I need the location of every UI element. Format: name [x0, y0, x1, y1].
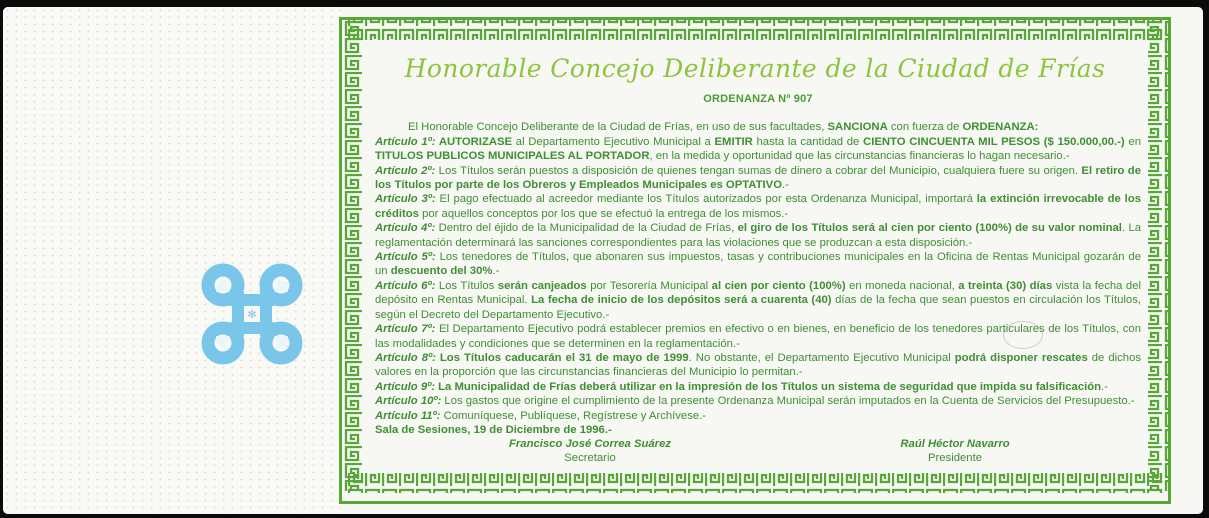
text-bold: a treinta (30) días — [958, 279, 1053, 292]
article-label: Artículo 10º: — [375, 395, 442, 408]
text: Dentro del éjido de la Municipalidad de la Ciudad de Frías, — [435, 222, 738, 235]
text-bold: podrá disponer rescates — [954, 351, 1088, 364]
text-bold: TITULOS PUBLICOS MUNICIPALES AL PORTADOR — [375, 150, 650, 163]
article-5 — [375, 250, 1141, 279]
text-bold: el giro de los Títulos será al cien por ciento (100%) de su valor nominal — [737, 222, 1122, 235]
text: en moneda nacional, — [845, 279, 959, 292]
text: , en la medida y oportunidad que las circunstancias financieras lo hagan necesario.- — [649, 150, 1070, 163]
article-label: Artículo 9º: — [375, 380, 435, 393]
article-4 — [375, 221, 1141, 250]
text: en — [1124, 135, 1141, 148]
signature-secretary — [490, 437, 690, 465]
intro-paragraph — [375, 120, 1141, 134]
text-bold: SANCIONA — [827, 121, 888, 134]
signatory-role: Secretario — [564, 452, 616, 465]
svg-text:✻: ✻ — [247, 308, 257, 321]
text: Los gastos que origine el cumplimiento de la presente Ordenanza Municipal serán imputados en la Cuenta de Servicios del Presupuesto.- — [441, 395, 1135, 408]
text: días de la fecha que sean puestos en circulación los Títulos, según el Decreto del Departamento Ejecutivo.- — [375, 294, 1142, 321]
text: .- — [492, 265, 500, 278]
article-label: Artículo 3º: — [375, 193, 436, 206]
text: El Departamento Ejecutivo podrá establecer premios en efectivo o en bienes, en beneficio de los tenedores particulares de los Títulos, con las modalidades y condiciones que se determinen en la reglamentación.- — [375, 323, 1141, 350]
ordinance-body — [375, 120, 1141, 437]
text-bold: EMITIR — [714, 135, 753, 148]
text-bold: Los Títulos caducarán el 31 de mayo de 1999 — [435, 351, 689, 364]
text: . No obstante, el Departamento Ejecutivo Municipal — [688, 351, 955, 364]
article-label: Artículo 6º: — [375, 279, 436, 292]
ordinance-number: ORDENANZA Nº 907 — [703, 93, 813, 105]
session-closing: Sala de Sesiones, 19 de Diciembre de 1996.- — [375, 423, 612, 436]
text-bold: al cien por ciento (100%) — [711, 279, 846, 292]
text: Comuníquese, Publíquese, Regístrese y Archívese.- — [440, 409, 707, 422]
text: hasta la cantidad de — [752, 135, 864, 148]
text-bold: descuento del 30% — [390, 265, 493, 278]
signature-president — [855, 437, 1055, 465]
article-label: Artículo 1º: — [375, 135, 436, 148]
article-label: Artículo 2º: — [375, 164, 436, 177]
text-bold: ORDENANZA: — [962, 121, 1039, 134]
text: Los tenedores de Títulos, que abonaren sus impuestos, tasas y contribuciones municipales en la Oficina de Rentas Municipal gozarán de un — [375, 251, 1141, 278]
article-label: Artículo 5º: — [375, 251, 436, 264]
article-10 — [375, 394, 1141, 408]
text: con fuerza de — [887, 121, 963, 134]
banknote — [3, 7, 1203, 514]
text: vista la fecha del depósito en Rentas Municipal. — [375, 279, 1141, 307]
article-1 — [375, 135, 1141, 164]
signatory-name: Raúl Héctor Navarro — [900, 438, 1010, 451]
article-label: Artículo 4º: — [375, 222, 436, 235]
text-bold: CIENTO CINCUENTA MIL PESOS ($ 150.000,00.-) — [863, 135, 1125, 148]
signatory-name: Francisco José Correa Suárez — [509, 438, 671, 451]
article-3 — [375, 192, 1141, 221]
text: .- — [1101, 380, 1108, 393]
text: al Departamento Ejecutivo Municipal a — [512, 135, 715, 148]
text-bold: la extinción irrevocable de los créditos — [375, 193, 1141, 220]
text-bold: serán canjeados — [497, 279, 587, 292]
article-2 — [375, 164, 1141, 193]
article-7 — [375, 322, 1141, 351]
article-label: Artículo 7º: — [375, 323, 436, 336]
text: .- — [782, 179, 789, 192]
text-bold: La fecha de inicio de los depósitos será a cuarenta (40) — [531, 294, 832, 307]
council-title: Honorable Concejo Deliberante de la Ciudad de Frías — [404, 54, 1106, 83]
text: . La reglamentación determinará las sanciones correspondientes para las violaciones que se produzcan a esta disposición.- — [375, 222, 1142, 249]
signatures — [375, 437, 1141, 467]
text: por aquellos conceptos por los que se efectuó la entrega de los mismos.- — [418, 207, 789, 220]
article-11 — [375, 409, 1141, 423]
article-8 — [375, 351, 1141, 380]
text: de dichos valores en la proporción que las circunstancias financieras del Municipio lo permitan.- — [375, 351, 1142, 379]
text: El pago efectuado al acreedor mediante los Títulos autorizados por esta Ordenanza Municipal, importará — [435, 193, 977, 206]
ordinance-content — [375, 54, 1141, 467]
text: por Tesorería Municipal — [586, 279, 712, 292]
signatory-role: Presidente — [927, 452, 982, 465]
article-6 — [375, 279, 1141, 322]
text: Los Títulos — [435, 279, 498, 292]
text: Los Títulos serán puestos a disposición de quienes tengan sumas de dinero a cobrar del Municipio, cualquiera fuere su origen. — [435, 164, 1082, 177]
article-label: Artículo 8º: — [375, 351, 436, 364]
text-bold: El retiro de los Títulos por parte de los Obreros y Empleados Municipales es OPTATIVO — [375, 164, 1141, 192]
article-label: Artículo 11º: — [375, 409, 441, 422]
text: El Honorable Concejo Deliberante de la Ciudad de Frías, en uso de sus facultades, — [408, 121, 828, 134]
article-9 — [375, 380, 1141, 394]
text-bold: La Municipalidad de Frías deberá utilizar en la impresión de los Títulos un sistema de seguridad que impida su falsificación — [435, 380, 1102, 393]
text-bold: AUTORIZASE — [435, 135, 513, 148]
